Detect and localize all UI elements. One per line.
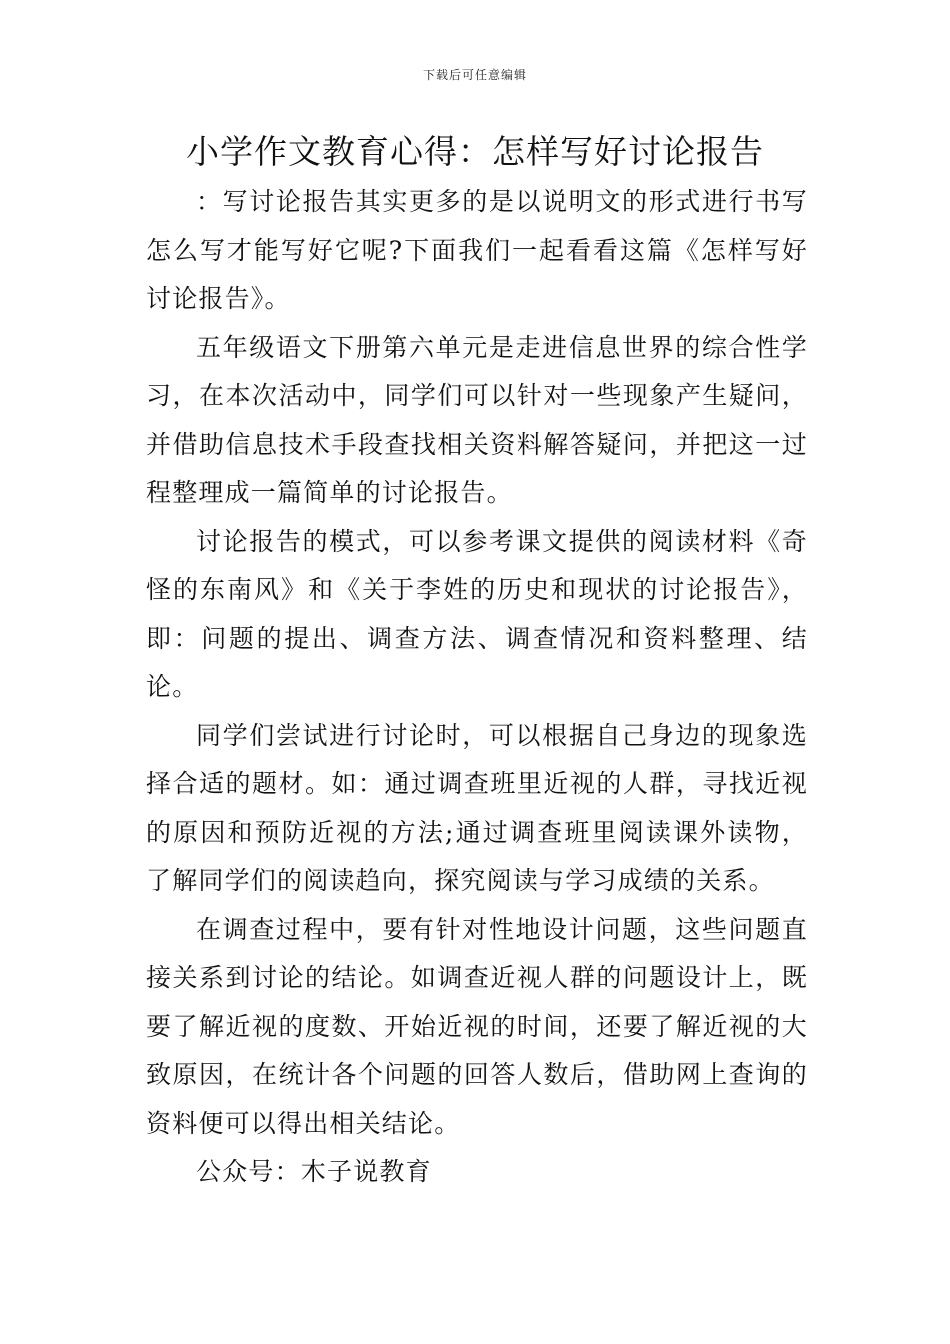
- document-body: [146, 178, 808, 1197]
- paragraph-intro: ：写讨论报告其实更多的是以说明文的形式进行书写怎么写才能写好它呢?下面我们一起看看这篇《怎样写好讨论报告》。: [146, 187, 808, 313]
- header-note: 下载后可任意编辑: [422, 68, 527, 82]
- paragraph-report-format: 讨论报告的模式，可以参考课文提供的阅读材料《奇怪的东南风》和《关于李姓的历史和现状的讨论报告》，即：问题的提出、调查方法、调查情况和资料整理、结论。: [146, 526, 808, 701]
- paragraph-topic-selection: 同学们尝试进行讨论时，可以根据自己身边的现象选择合适的题材。如：通过调查班里近视的人群，寻找近视的原因和预防近视的方法;通过调查班里阅读课外读物，了解同学们的阅读趋向，探究阅读与学习成绩的关系。: [146, 720, 808, 895]
- paragraph-public-account: 公众号：木子说教育: [196, 1157, 432, 1186]
- paragraph-unit-overview: 五年级语文下册第六单元是走进信息世界的综合性学习，在本次活动中，同学们可以针对一些现象产生疑问，并借助信息技术手段查找相关资料解答疑问，并把这一过程整理成一篇简单的讨论报告。: [146, 332, 808, 507]
- paragraph-question-design: 在调查过程中，要有针对性地设计问题，这些问题直接关系到讨论的结论。如调查近视人群的问题设计上，既要了解近视的度数、开始近视的时间，还要了解近视的大致原因，在统计各个问题的回答人数后，借助网上查询的资料便可以得出相关结论。: [146, 914, 808, 1138]
- document-title: 小学作文教育心得：怎样写好讨论报告: [186, 132, 764, 171]
